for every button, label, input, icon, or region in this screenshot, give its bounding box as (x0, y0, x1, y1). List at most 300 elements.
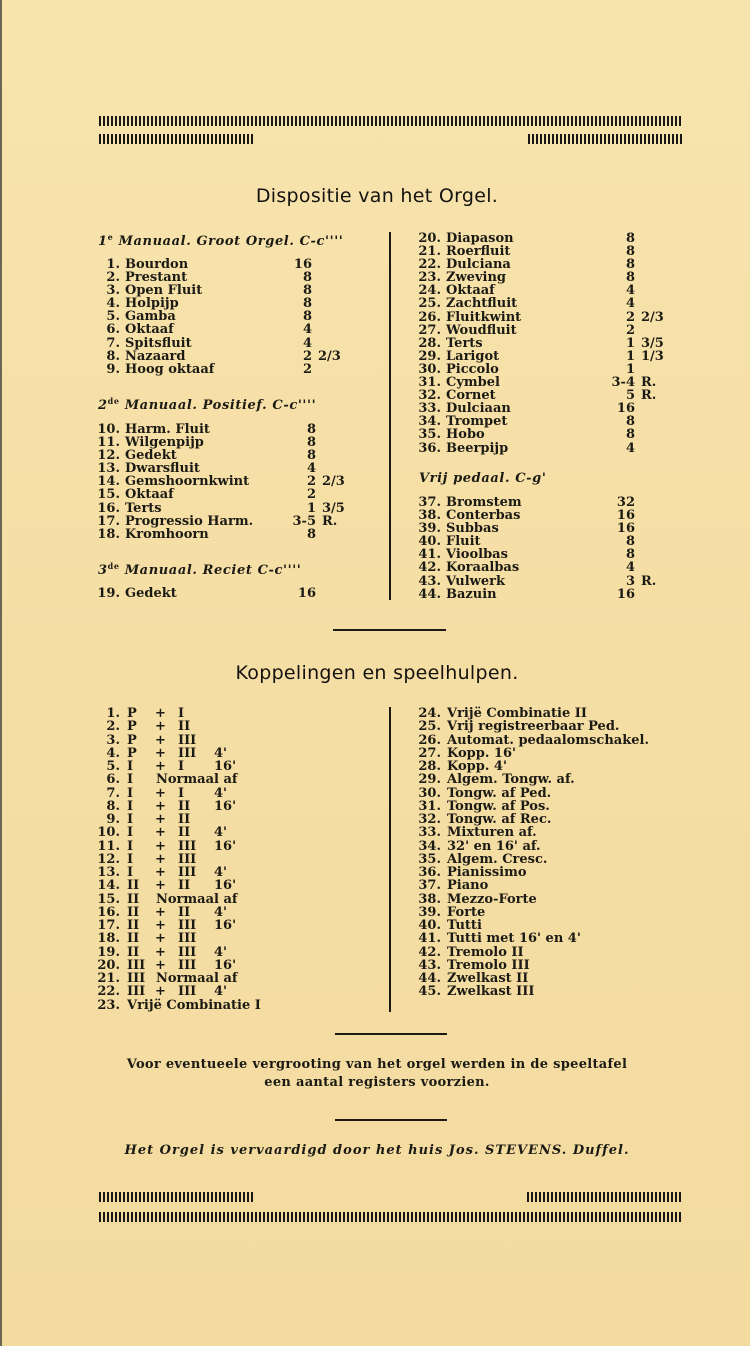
page-title: Dispositie van het Orgel. (255, 185, 499, 207)
coupler-target: III (178, 944, 197, 960)
divider-rule-2 (335, 1033, 447, 1035)
stop-name: Trompet (446, 414, 508, 430)
coupler-row (92, 707, 372, 720)
stop-pitch: 8 (306, 435, 316, 451)
stop-pitch: 4 (302, 322, 312, 338)
coupler-target: II (178, 812, 191, 827)
coupler-row (92, 919, 372, 932)
coupler-target: III (178, 865, 197, 880)
coupler-row (92, 893, 372, 906)
playing-aid-label: Tutti (447, 918, 482, 933)
stop-row (98, 350, 358, 363)
couplers-list-left (92, 707, 372, 1012)
playing-aid-label: Tremolo III (447, 957, 530, 973)
stop-pitch: 16 (616, 508, 635, 524)
coupler-number: 20. (97, 957, 120, 973)
coupler-plus-sign: + (155, 759, 166, 774)
stop-pitch: 2 (302, 348, 312, 364)
stop-name: Diapason (446, 231, 514, 246)
stop-pitch-suffix: 2/3 (641, 309, 664, 325)
manual2-heading: 2de Manuaal. Positief. C-c'''' (98, 396, 317, 413)
manual1-stop-list (98, 258, 358, 376)
playing-aid-label: Algem. Cresc. (447, 851, 548, 867)
coupler-row (92, 747, 372, 760)
stop-number: 25. (418, 296, 441, 312)
coupler-number: 15. (97, 891, 120, 907)
stop-name: Holpijp (125, 296, 179, 312)
playing-aid-label: Kopp. 16' (447, 745, 516, 761)
note-text-line2: een aantal registers voorzien. (264, 1075, 490, 1090)
stop-pitch: 8 (625, 547, 635, 563)
coupler-row (92, 959, 372, 972)
coupler-source: III (127, 957, 146, 973)
manual3-heading: 3de Manuaal. Reciet C-c'''' (98, 561, 302, 578)
playing-aid-row (413, 919, 713, 932)
stop-number: 30. (418, 361, 441, 377)
coupler-plus-sign: + (155, 745, 166, 761)
stop-pitch: 4 (306, 461, 316, 477)
stop-name: Prestant (125, 270, 188, 286)
coupler-target: Normaal af (156, 971, 238, 986)
coupler-number: 18. (97, 931, 120, 947)
coupler-row (92, 999, 372, 1012)
playing-aid-label: Tongw. af Ped. (447, 785, 552, 801)
coupler-target: III (178, 918, 197, 933)
stop-number: 21. (418, 244, 441, 260)
playing-aid-row (413, 734, 713, 747)
coupler-target: III (178, 931, 197, 947)
coupler-target: III (178, 838, 197, 854)
stop-row (413, 337, 673, 350)
coupler-number: 11. (97, 838, 120, 854)
coupler-plus-sign: + (155, 785, 166, 801)
stop-pitch: 1 (625, 361, 635, 377)
stop-pitch: 3 (625, 573, 635, 589)
stop-name: Gamba (125, 309, 176, 325)
coupler-plus-sign: + (155, 812, 166, 827)
coupler-source: I (127, 785, 134, 801)
stop-name: Dulciana (446, 257, 511, 273)
coupler-target: I (178, 785, 185, 801)
coupler-number: 10. (97, 825, 120, 841)
stop-number: 44. (418, 586, 441, 602)
coupler-plus-sign: + (155, 798, 166, 814)
coupler-source: II (127, 878, 140, 894)
stop-pitch: 8 (302, 309, 312, 325)
stop-number: 4. (106, 296, 120, 312)
playing-aid-label: Zwelkast III (447, 984, 535, 1000)
playing-aid-row (413, 879, 713, 892)
coupler-source: P (127, 719, 137, 735)
coupler-target: III (178, 732, 197, 748)
column-divider-bottom (389, 707, 391, 1012)
playing-aid-row (413, 840, 713, 853)
stop-number: 23. (418, 270, 441, 286)
ornament-bar-top-right (528, 134, 682, 144)
stop-pitch-suffix: R. (641, 375, 657, 391)
coupler-number: 23. (97, 997, 120, 1013)
playing-aid-number: 44. (418, 971, 441, 986)
stop-number: 8. (106, 348, 120, 364)
coupler-plus-sign: + (155, 865, 166, 880)
stop-name: Gedekt (125, 586, 177, 601)
stop-pitch: 1 (625, 335, 635, 351)
stop-number: 33. (418, 401, 441, 417)
ornament-bar-top-full (99, 116, 682, 126)
stop-pitch: 3-5 (292, 513, 316, 529)
coupler-target: II (178, 904, 191, 920)
coupler-number: 7. (106, 785, 120, 801)
stop-pitch: 2 (625, 322, 635, 338)
coupler-row (92, 826, 372, 839)
coupler-target: II (178, 719, 191, 735)
playing-aid-number: 25. (418, 719, 441, 735)
playing-aid-row (413, 773, 713, 786)
coupler-source: II (127, 891, 140, 907)
stop-pitch: 8 (306, 422, 316, 437)
coupler-pitch: 4' (214, 984, 228, 1000)
stop-number: 38. (418, 508, 441, 524)
stop-pitch: 16 (297, 586, 316, 601)
coupler-pitch: 4' (214, 944, 228, 960)
stop-pitch: 1 (306, 500, 316, 516)
stop-row (92, 502, 362, 515)
playing-aid-row (413, 959, 713, 972)
stop-pitch: 16 (616, 401, 635, 417)
couplers-list-right (413, 707, 713, 999)
playing-aid-label: Forte (447, 904, 486, 920)
stop-row (98, 323, 358, 336)
divider-rule-1 (333, 629, 446, 631)
stop-number: 18. (97, 526, 120, 542)
coupler-number: 22. (97, 984, 120, 1000)
coupler-source: II (127, 944, 140, 960)
ornament-bar-bottom-left (99, 1192, 255, 1202)
playing-aid-number: 34. (418, 838, 441, 854)
stop-pitch: 16 (616, 586, 635, 602)
coupler-plus-sign: + (155, 904, 166, 920)
playing-aid-number: 41. (418, 931, 441, 947)
playing-aid-label: Tongw. af Rec. (447, 812, 552, 827)
column-divider-top (389, 232, 391, 600)
playing-aid-number: 38. (418, 891, 441, 907)
playing-aid-row (413, 800, 713, 813)
coupler-plus-sign: + (155, 957, 166, 973)
stop-number: 39. (418, 521, 441, 537)
coupler-plus-sign: + (155, 878, 166, 894)
coupler-target: III (178, 957, 197, 973)
organ-builder-credit: Het Orgel is vervaardigd door het huis Jos. STEVENS. Duffel. (124, 1143, 630, 1158)
manual1-heading: 1e Manuaal. Groot Orgel. C-c'''' (98, 232, 344, 249)
stop-number: 37. (418, 495, 441, 510)
stop-name: Open Fluit (125, 283, 203, 299)
stop-pitch: 8 (625, 244, 635, 260)
stop-name: Oktaaf (125, 322, 174, 338)
coupler-pitch: 16' (214, 918, 237, 933)
playing-aid-number: 40. (418, 918, 441, 933)
stop-number: 40. (418, 534, 441, 550)
stop-pitch: 8 (625, 414, 635, 430)
playing-aid-label: 32' en 16' af. (447, 838, 541, 854)
coupler-pitch: 16' (214, 838, 237, 854)
playing-aid-number: 32. (418, 812, 441, 827)
playing-aid-label: Mezzo-Forte (447, 891, 537, 907)
stop-number: 29. (418, 348, 441, 364)
coupler-plus-sign: + (155, 944, 166, 960)
coupler-pitch: 4' (214, 904, 228, 920)
stop-name: Terts (446, 335, 483, 351)
stop-number: 28. (418, 335, 441, 351)
stop-name: Bazuin (446, 586, 497, 602)
coupler-row (92, 879, 372, 892)
stop-name: Gedekt (125, 448, 177, 464)
stop-pitch-suffix: 1/3 (641, 348, 664, 364)
stop-pitch: 2 (625, 309, 635, 325)
playing-aid-label: Tremolo II (447, 944, 524, 960)
stop-number: 5. (106, 309, 120, 325)
coupler-number: 14. (97, 878, 120, 894)
stop-pitch: 4 (625, 283, 635, 299)
coupler-row (92, 734, 372, 747)
coupler-number: 16. (97, 904, 120, 920)
coupler-target: I (178, 706, 185, 721)
playing-aid-row (413, 747, 713, 760)
playing-aid-number: 29. (418, 772, 441, 788)
coupler-number: 8. (106, 798, 120, 814)
stop-pitch: 4 (625, 440, 635, 456)
stop-name: Dwarsfluit (125, 461, 200, 477)
stop-name: Harm. Fluit (125, 422, 210, 437)
divider-rule-3 (335, 1119, 447, 1121)
stop-pitch: 8 (625, 257, 635, 273)
coupler-pitch: 4' (214, 825, 228, 841)
stop-number: 6. (106, 322, 120, 338)
playing-aid-number: 30. (418, 785, 441, 801)
playing-aid-label: Mixturen af. (447, 825, 537, 841)
coupler-plus-sign: + (155, 838, 166, 854)
coupler-target: III (178, 745, 197, 761)
stop-row (413, 561, 673, 574)
stop-number: 26. (418, 309, 441, 325)
stop-number: 41. (418, 547, 441, 563)
playing-aid-row (413, 720, 713, 733)
playing-aid-label: Zwelkast II (447, 971, 529, 986)
coupler-pitch: 16' (214, 759, 237, 774)
stop-row (413, 297, 673, 310)
coupler-row (92, 813, 372, 826)
stop-pitch: 8 (625, 231, 635, 246)
coupler-source: I (127, 798, 134, 814)
stop-pitch: 4 (302, 335, 312, 351)
stop-name: Fluitkwint (446, 309, 522, 325)
stop-name: Terts (125, 500, 162, 516)
stop-row (92, 587, 362, 600)
stop-number: 32. (418, 388, 441, 404)
coupler-row (92, 787, 372, 800)
stop-name: Roerfluit (446, 244, 511, 260)
coupler-plus-sign: + (155, 706, 166, 721)
coupler-number: 17. (97, 918, 120, 933)
stop-pitch-suffix: 3/5 (641, 335, 664, 351)
pedal-stop-list (413, 496, 673, 601)
stop-name: Wilgenpijp (125, 435, 204, 451)
coupler-pitch: 16' (214, 957, 237, 973)
coupler-target: II (178, 798, 191, 814)
playing-aid-label: Piano (447, 878, 489, 894)
coupler-source: P (127, 745, 137, 761)
stop-name: Bourdon (125, 257, 189, 272)
coupler-pitch: 4' (214, 865, 228, 880)
playing-aid-row (413, 826, 713, 839)
stop-name: Conterbas (446, 508, 521, 524)
coupler-source: I (127, 838, 134, 854)
stop-number: 11. (97, 435, 120, 451)
ornament-bar-top-left (99, 134, 253, 144)
stop-pitch: 8 (625, 534, 635, 550)
stop-pitch: 8 (306, 526, 316, 542)
coupler-plus-sign: + (155, 719, 166, 735)
stop-pitch: 8 (302, 270, 312, 286)
stop-name: Spitsfluit (125, 335, 192, 351)
coupler-target: II (178, 878, 191, 894)
coupler-source: I (127, 759, 134, 774)
coupler-pitch: 16' (214, 798, 237, 814)
stop-name: Kromhoorn (125, 526, 209, 542)
manual3-stop-list-right (413, 232, 673, 455)
stop-number: 10. (97, 422, 120, 437)
stop-row (98, 363, 358, 376)
stop-row (413, 350, 673, 363)
coupler-number: 12. (97, 851, 120, 867)
playing-aid-row (413, 906, 713, 919)
playing-aid-number: 31. (418, 798, 441, 814)
playing-aid-number: 27. (418, 745, 441, 761)
playing-aid-label: Pianissimo (447, 865, 527, 880)
stop-row (413, 428, 673, 441)
stop-number: 14. (97, 474, 120, 490)
coupler-number: 6. (106, 772, 120, 788)
coupler-row (92, 773, 372, 786)
coupler-target: I (178, 759, 185, 774)
stop-pitch: 8 (625, 427, 635, 443)
stop-number: 12. (97, 448, 120, 464)
stop-name: Subbas (446, 521, 499, 537)
coupler-number: 21. (97, 971, 120, 986)
playing-aid-row (413, 707, 713, 720)
stop-pitch: 4 (625, 560, 635, 576)
stop-number: 2. (106, 270, 120, 286)
stop-name: Cymbel (446, 375, 500, 391)
stop-name: Woudfluit (446, 322, 517, 338)
coupler-plus-sign: + (155, 918, 166, 933)
manual2-stop-list (92, 423, 362, 541)
stop-number: 17. (97, 513, 120, 529)
coupler-plus-sign: + (155, 732, 166, 748)
playing-aid-number: 36. (418, 865, 441, 880)
coupler-row (92, 972, 372, 985)
stop-number: 42. (418, 560, 441, 576)
stop-row (413, 588, 673, 601)
coupler-number: 5. (106, 759, 120, 774)
stop-number: 35. (418, 427, 441, 443)
pedal-heading: Vrij pedaal. C-g' (419, 471, 547, 486)
stop-pitch: 8 (302, 296, 312, 312)
stop-pitch: 8 (625, 270, 635, 286)
playing-aid-number: 28. (418, 759, 441, 774)
coupler-source: I (127, 851, 134, 867)
coupler-source: II (127, 931, 140, 947)
stop-number: 22. (418, 257, 441, 273)
stop-pitch-suffix: R. (641, 388, 657, 404)
stop-name: Zweving (446, 270, 506, 286)
coupler-pitch: 16' (214, 878, 237, 894)
coupler-row (92, 866, 372, 879)
stop-row (413, 442, 673, 455)
playing-aid-number: 43. (418, 957, 441, 973)
stop-name: Nazaard (125, 348, 186, 364)
coupler-plus-sign: + (155, 984, 166, 1000)
stop-name: Bromstem (446, 495, 522, 510)
stop-row (413, 311, 673, 324)
stop-number: 9. (106, 361, 120, 377)
coupler-source: Vrijë Combinatie I (127, 997, 261, 1013)
playing-aid-number: 42. (418, 944, 441, 960)
ornament-bar-bottom-full (99, 1212, 682, 1222)
coupler-source: II (127, 904, 140, 920)
stop-name: Hobo (446, 427, 485, 443)
stop-name: Cornet (446, 388, 496, 404)
ornament-bar-bottom-right (527, 1192, 682, 1202)
stop-number: 3. (106, 283, 120, 299)
couplers-title: Koppelingen en speelhulpen. (235, 662, 519, 684)
stop-number: 34. (418, 414, 441, 430)
stop-pitch: 2 (306, 487, 316, 503)
stop-row (92, 515, 362, 528)
stop-pitch: 16 (616, 521, 635, 537)
stop-row (413, 324, 673, 337)
coupler-number: 13. (97, 865, 120, 880)
coupler-source: I (127, 772, 134, 788)
playing-aid-label: Vrij registreerbaar Ped. (447, 719, 620, 735)
playing-aid-label: Tongw. af Pos. (447, 798, 550, 814)
playing-aid-number: 45. (418, 984, 441, 1000)
manual3-stop-list-left (92, 587, 362, 600)
stop-pitch: 3-4 (611, 375, 635, 391)
coupler-source: P (127, 706, 137, 721)
coupler-source: III (127, 984, 146, 1000)
stop-row (92, 528, 362, 541)
stop-pitch: 2 (306, 474, 316, 490)
stop-name: Dulciaan (446, 401, 511, 417)
coupler-number: 9. (106, 812, 120, 827)
playing-aid-label: Kopp. 4' (447, 759, 507, 774)
coupler-source: I (127, 812, 134, 827)
stop-name: Hoog oktaaf (125, 361, 215, 377)
stop-name: Gemshoornkwint (125, 474, 250, 490)
stop-name: Beerpijp (446, 440, 509, 456)
stop-row (413, 575, 673, 588)
coupler-source: I (127, 865, 134, 880)
playing-aid-row (413, 985, 713, 998)
playing-aid-row (413, 893, 713, 906)
playing-aid-label: Tutti met 16' en 4' (447, 931, 581, 947)
playing-aid-number: 24. (418, 706, 441, 721)
coupler-row (92, 985, 372, 998)
stop-pitch: 2 (302, 361, 312, 377)
stop-name: Zachtfluit (446, 296, 518, 312)
playing-aid-row (413, 853, 713, 866)
stop-pitch: 4 (625, 296, 635, 312)
